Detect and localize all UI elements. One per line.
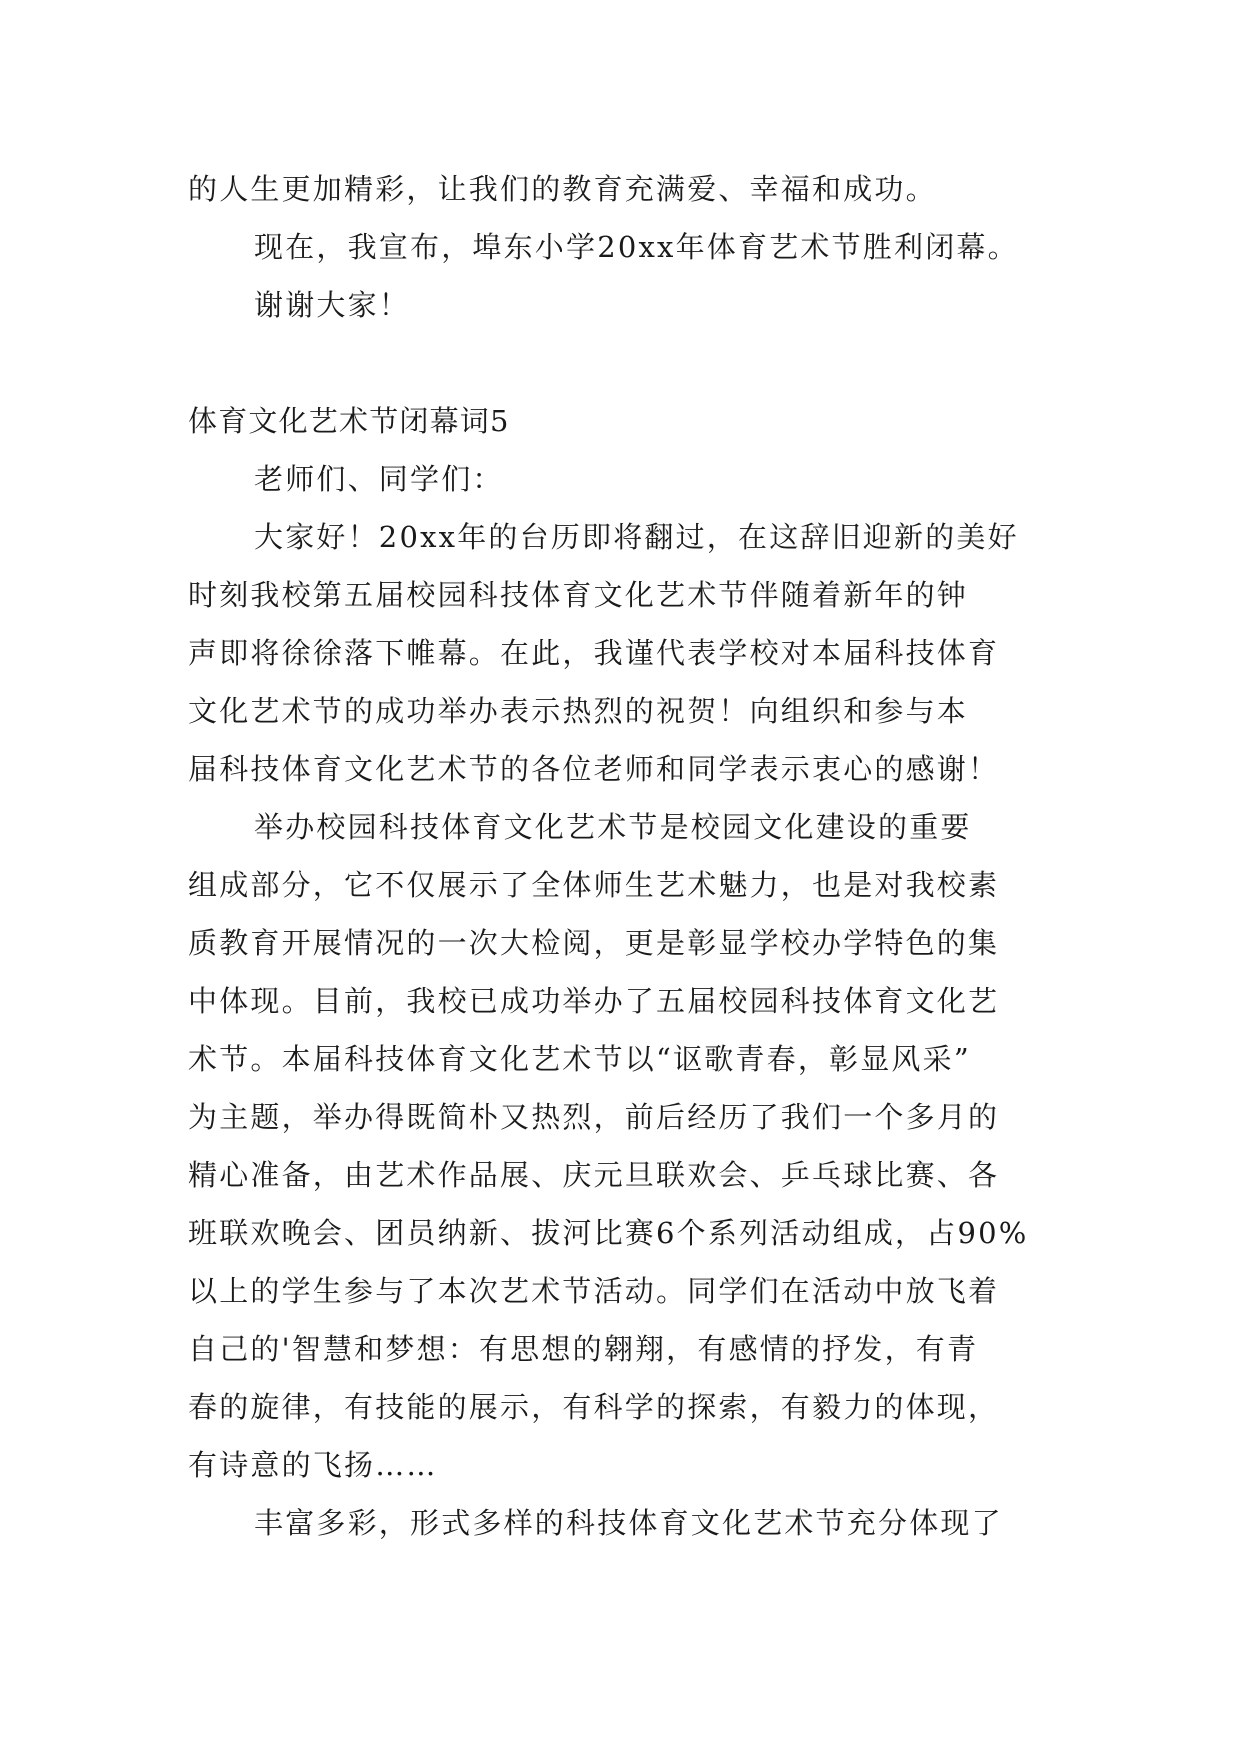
paragraph-line: 举办校园科技体育文化艺术节是校园文化建设的重要 (254, 810, 972, 844)
paragraph-line: 现在，我宣布，埠东小学20xx年体育艺术节胜利闭幕。 (254, 230, 1019, 264)
paragraph-line: 自己的'智慧和梦想：有思想的翱翔，有感情的抒发，有青 (188, 1332, 979, 1366)
paragraph-line: 术节。本届科技体育文化艺术节以“讴歌青春，彰显风采” (188, 1042, 971, 1076)
section-title: 体育文化艺术节闭幕词5 (188, 404, 510, 438)
paragraph-line: 为主题，举办得既简朴又热烈，前后经历了我们一个多月的 (188, 1100, 1000, 1134)
paragraph-line: 文化艺术节的成功举办表示热烈的祝贺！向组织和参与本 (188, 694, 969, 728)
paragraph-line: 时刻我校第五届校园科技体育文化艺术节伴随着新年的钟 (188, 578, 969, 612)
paragraph-line: 春的旋律，有技能的展示，有科学的探索，有毅力的体现， (188, 1390, 1000, 1424)
section-spacer (188, 334, 1068, 392)
paragraph-line: 中体现。目前，我校已成功举办了五届校园科技体育文化艺 (188, 984, 1000, 1018)
paragraph-line: 有诗意的飞扬…… (188, 1448, 438, 1482)
salutation-line: 老师们、同学们： (254, 462, 504, 496)
paragraph-line: 届科技体育文化艺术节的各位老师和同学表示衷心的感谢！ (188, 752, 1000, 786)
paragraph-line: 谢谢大家！ (254, 288, 411, 322)
paragraph-line: 组成部分，它不仅展示了全体师生艺术魅力，也是对我校素 (188, 868, 1000, 902)
paragraph-line: 丰富多彩，形式多样的科技体育文化艺术节充分体现了 (254, 1506, 1003, 1540)
paragraph-line: 大家好！20xx年的台历即将翻过，在这辞旧迎新的美好 (254, 520, 1019, 554)
paragraph-line: 以上的学生参与了本次艺术节活动。同学们在活动中放飞着 (188, 1274, 1000, 1308)
paragraph-line: 精心准备，由艺术作品展、庆元旦联欢会、乒乓球比赛、各 (188, 1158, 1000, 1192)
paragraph-line: 班联欢晚会、团员纳新、拔河比赛6个系列活动组成，占90% (188, 1216, 1029, 1250)
document-body (188, 160, 1068, 1552)
paragraph-line: 质教育开展情况的一次大检阅，更是彰显学校办学特色的集 (188, 926, 1000, 960)
paragraph-line: 声即将徐徐落下帷幕。在此，我谨代表学校对本届科技体育 (188, 636, 1000, 670)
paragraph-line: 的人生更加精彩，让我们的教育充满爱、幸福和成功。 (188, 172, 937, 206)
